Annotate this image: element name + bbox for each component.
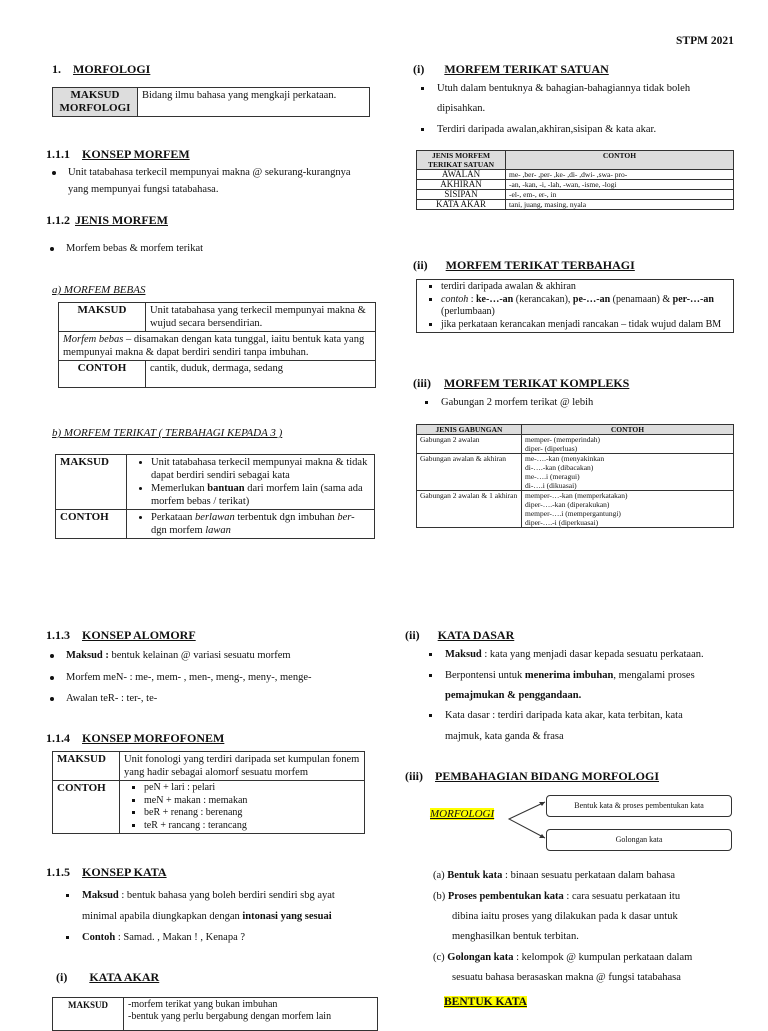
maksud-morfologi-table	[52, 87, 370, 117]
contoh-cell	[120, 781, 365, 834]
morfem-bebas-desc	[59, 332, 376, 361]
kata-dasar-bullet: Kata dasar : terdiri daripada kata akar, kata terbitan, kata	[445, 706, 683, 726]
bold-part: Maksud	[82, 890, 119, 901]
section-number: 1.1.5	[46, 865, 70, 879]
table-cell: Gabungan 2 awalan & 1 akhiran	[417, 491, 522, 528]
kompleks-bullet: Gabungan 2 morfem terikat @ lebih	[441, 393, 593, 413]
contoh-cell	[127, 510, 375, 539]
contoh-item: ▪ peN + lari : pelari	[144, 782, 360, 795]
terbahagi-item	[441, 294, 729, 319]
column-header: JENIS GABUNGAN	[417, 425, 522, 435]
section-terbahagi-heading	[413, 258, 635, 273]
diagram-connector	[505, 796, 550, 846]
bold-part: Golongan kata	[447, 952, 514, 963]
bold-part: Contoh	[82, 932, 116, 943]
section-kata-akar-heading	[56, 970, 159, 985]
maksud-label: MAKSUD	[53, 752, 120, 781]
table-cell: Gabungan 2 awalan	[417, 435, 522, 454]
satuan-bullet-line2: dipisahkan.	[437, 103, 486, 114]
satuan-table	[416, 150, 734, 210]
maksud-item	[151, 482, 370, 508]
column-header: JENIS MORFEM TERIKAT SATUAN	[417, 151, 506, 170]
table-cell	[522, 491, 734, 528]
section-satuan-heading	[413, 62, 609, 77]
table-cell	[522, 454, 734, 491]
bold-part: Bentuk kata	[447, 870, 503, 881]
maksud-label: MAKSUD	[53, 998, 124, 1031]
jenis-morfem-bullet: Morfem bebas & morfem terikat	[66, 239, 203, 259]
table-cell: AWALAN	[417, 170, 506, 180]
maksud-item: • Unit tatabahasa terkecil mempunyai makna & tidak dapat berdiri sendiri sebagai kata	[151, 456, 370, 482]
maksud-label: MAKSUD	[59, 303, 146, 332]
contoh-item	[151, 511, 370, 537]
contoh-text: cantik, duduk, dermaga, sedang	[146, 361, 376, 388]
column-header: CONTOH	[506, 151, 734, 170]
bold-part: Maksud	[445, 649, 482, 660]
maksud-label: MAKSUD MORFOLOGI	[53, 88, 138, 117]
section-kompleks-heading	[413, 376, 629, 391]
section-pembahagian-heading	[405, 769, 659, 784]
text-part: : bentuk bahasa yang boleh berdiri sendiri sbg ayat	[118, 890, 335, 901]
bold-part: Proses pembentukan kata	[447, 891, 564, 902]
text-part: dari morfem lain (sama ada morfem bebas / terikat)	[151, 483, 363, 507]
section-number: (ii)	[405, 628, 420, 642]
text-part: : binaan sesuatu perkataan dalam bahasa	[502, 870, 676, 881]
section-morfologi-heading	[52, 62, 150, 77]
section-title: MORFEM TERIKAT KOMPLEKS	[444, 376, 630, 390]
maksud-line: -morfem terikat yang bukan imbuhan	[128, 999, 278, 1010]
section-number: 1.1.3	[46, 628, 70, 642]
konsep-morfem-line2: yang mempunyai fungsi tatabahasa.	[68, 184, 219, 195]
bold-part: ke-…-an	[476, 293, 514, 305]
text-part: : cara sesuatu perkataan itu	[563, 891, 681, 902]
kata-dasar-line2: pemajmukan & penggandaan.	[445, 690, 582, 701]
text-part: dgn morfem	[151, 525, 206, 536]
text-part: (kerancakan),	[513, 293, 573, 305]
terbahagi-cell	[417, 280, 734, 333]
table-cell	[522, 435, 734, 454]
table-cell: AKHIRAN	[417, 180, 506, 190]
terbahagi-item: ▪ jika perkataan kerancakan menjadi rancakan – tidak wujud dalam BM	[441, 319, 729, 332]
table-cell: -el-, em-, er-, in	[506, 190, 734, 200]
desc-italic: Morfem bebas	[63, 334, 124, 345]
bold-part: pe-…-an	[572, 293, 611, 305]
contoh-line: diper-….-i (diperkuasai)	[525, 518, 599, 527]
contoh-label: CONTOH	[56, 510, 127, 539]
connector-lines	[509, 802, 545, 838]
text-part: Berpontensi untuk	[445, 670, 525, 681]
alomorf-bullet	[66, 646, 291, 666]
maksud-label: MAKSUD	[56, 455, 127, 510]
italic-part: ber-	[337, 512, 355, 523]
section-number: 1.	[52, 62, 61, 76]
section-kata-heading	[46, 865, 167, 880]
contoh-line: di-….-kan (dibacakan)	[525, 463, 594, 472]
maksud-text: Bidang ilmu bahasa yang mengkaji perkataan.	[138, 88, 370, 117]
section-morfofonem-heading	[46, 731, 224, 746]
text-part: : Samad. , Makan ! , Kenapa ?	[115, 932, 246, 943]
kata-bullet-line2	[82, 907, 332, 927]
terbahagi-table	[416, 279, 734, 333]
column-header: CONTOH	[522, 425, 734, 435]
point-b-line2: dibina iaitu proses yang dilakukan pada k dasar untuk	[452, 911, 678, 922]
section-number: (i)	[56, 970, 68, 984]
section-title: MORFEM TERIKAT SATUAN	[444, 62, 609, 76]
kata-akar-table	[52, 997, 378, 1031]
point-label: (b)	[433, 891, 446, 902]
point-c	[433, 948, 692, 968]
kompleks-table	[416, 424, 734, 528]
point-c-line2: sesuatu bahasa berasaskan makna @ fungsi tatabahasa	[452, 972, 681, 983]
text-part: (perlumbaan)	[441, 306, 495, 317]
desc-rest: – disamakan dengan kata tunggal, iaitu bentuk kata yang mempunyai makna & dapat berdiri sendiri tanpa imbuhan.	[63, 334, 365, 358]
satuan-bullet: Terdiri daripada awalan,akhiran,sisipan & kata akar.	[437, 120, 656, 140]
contoh-label: CONTOH	[59, 361, 146, 388]
section-number: 1.1.2	[46, 213, 70, 227]
table-cell: -an, -kan, -i, -lah, -wan, -isme, -logi	[506, 180, 734, 190]
section-number: 1.1.1	[46, 147, 70, 161]
maksud-cell	[127, 455, 375, 510]
terbahagi-item: ▪ terdiri daripada awalan & akhiran	[441, 281, 729, 294]
kata-dasar-bullet	[445, 666, 695, 686]
maksud-text: Unit fonologi yang terdiri daripada set kumpulan fonem yang hadir sebagai alomorf sesuatu morfem	[120, 752, 365, 781]
section-number: 1.1.4	[46, 731, 70, 745]
section-title: KATA AKAR	[89, 970, 160, 984]
kata-bullet	[82, 886, 335, 906]
contoh-line: memper-….i (mempergantungi)	[525, 509, 621, 518]
section-title: MORFEM TERIKAT TERBAHAGI	[445, 258, 635, 272]
table-cell: SISIPAN	[417, 190, 506, 200]
alomorf-bullet: Awalan teR- : ter-, te-	[66, 689, 157, 709]
text-part: terbentuk dgn imbuhan	[234, 512, 338, 523]
table-cell: me- ,ber- ,per- ,ke- ,di- ,dwi- ,swa- pro-	[506, 170, 734, 180]
table-cell: KATA AKAR	[417, 200, 506, 210]
bold-part: per-…-an	[672, 293, 714, 305]
italic-part: contoh	[441, 293, 469, 305]
contoh-line: memper-…-kan (memperkatakan)	[525, 491, 628, 500]
italic-part: berlawan	[195, 512, 235, 523]
contoh-line: diper- (diperluas)	[525, 444, 578, 453]
section-konsep-morfem-heading	[46, 147, 190, 162]
diagram-box-bentuk: Bentuk kata & proses pembentukan kata	[546, 795, 732, 817]
point-label: (c)	[433, 952, 445, 963]
text-part: : kata yang menjadi dasar kepada sesuatu perkataan.	[481, 649, 704, 660]
section-title: KONSEP MORFOFONEM	[82, 731, 225, 745]
table-cell: Gabungan awalan & akhiran	[417, 454, 522, 491]
text-part: (penamaan) &	[610, 293, 673, 305]
contoh-line: memper- (memperindah)	[525, 435, 601, 444]
stpm-label: STPM 2021	[676, 35, 734, 47]
bold-part: Maksud :	[66, 650, 109, 661]
text-part: : kelompok @ kumpulan perkataan dalam	[513, 952, 693, 963]
morfem-bebas-heading: a) MORFEM BEBAS	[52, 284, 146, 296]
bold-part: menerima imbuhan	[524, 670, 614, 681]
maksud-line: -bentuk yang perlu bergabung dengan morfem lain	[128, 1011, 332, 1022]
morfem-terikat-table	[55, 454, 375, 539]
arrow-head-bottom	[539, 834, 545, 838]
text-part: , mengalami proses	[613, 670, 695, 681]
text-part: Perkataan	[151, 512, 196, 523]
bentuk-kata-heading: BENTUK KATA	[444, 996, 527, 1008]
contoh-item: ▪ beR + renang : berenang	[144, 807, 360, 820]
section-title: KONSEP KATA	[82, 865, 167, 879]
contoh-label: CONTOH	[53, 781, 120, 834]
morfem-terikat-heading: b) MORFEM TERIKAT ( TERBAHAGI KEPADA 3 )	[52, 427, 283, 439]
section-kata-dasar-heading	[405, 628, 514, 643]
text-part: bentuk kelainan @ variasi sesuatu morfem	[108, 650, 291, 661]
section-title: PEMBAHAGIAN BIDANG MORFOLOGI	[435, 769, 660, 783]
section-title: KATA DASAR	[437, 628, 515, 642]
point-a	[433, 866, 675, 886]
section-title: JENIS MORFEM	[75, 213, 168, 227]
kata-dasar-line3: majmuk, kata ganda & frasa	[445, 731, 564, 742]
section-number: (iii)	[413, 376, 431, 390]
section-title: KONSEP MORFEM	[82, 147, 190, 161]
text-part: minimal apabila diungkapkan dengan	[82, 911, 243, 922]
morfem-bebas-table	[58, 302, 376, 388]
contoh-item: ▪ meN + makan : memakan	[144, 795, 360, 808]
contoh-line: di-….i (dikuasai)	[525, 481, 577, 490]
italic-part: lawan	[205, 525, 231, 536]
bold-part: intonasi yang sesuai	[242, 911, 332, 922]
alomorf-bullet: Morfem meN- : me-, mem- , men-, meng-, meny-, menge-	[66, 668, 312, 688]
contoh-line: me-….i (meragui)	[525, 472, 580, 481]
table-cell: tani, juang, masing, nyala	[506, 200, 734, 210]
section-jenis-morfem-heading	[46, 213, 168, 228]
bold-part: bantuan	[207, 483, 245, 494]
kata-bullet	[82, 928, 245, 948]
satuan-bullet: Utuh dalam bentuknya & bahagian-bahagiannya tidak boleh	[437, 79, 737, 99]
point-label: (a)	[433, 870, 445, 881]
contoh-line: diper-….-kan (diperakukan)	[525, 500, 610, 509]
point-b-line3: menghasilkan bentuk terbitan.	[452, 931, 579, 942]
text-part: :	[468, 293, 476, 305]
section-alomorf-heading	[46, 628, 196, 643]
morfofonem-table	[52, 751, 365, 834]
section-title: KONSEP ALOMORF	[82, 628, 196, 642]
section-number: (iii)	[405, 769, 423, 783]
contoh-item: ▪ teR + rancang : terancang	[144, 820, 360, 833]
diagram-box-golongan: Golongan kata	[546, 829, 732, 851]
section-number: (ii)	[413, 258, 428, 272]
kata-dasar-bullet	[445, 645, 745, 665]
text-part: Memerlukan	[151, 483, 208, 494]
maksud-text: Unit tatabahasa yang terkecil mempunyai makna & wujud secara bersendirian.	[146, 303, 376, 332]
konsep-morfem-bullet: Unit tatabahasa terkecil mempunyai makna @ sekurang-kurangnya	[68, 163, 388, 183]
point-b	[433, 887, 680, 907]
section-number: (i)	[413, 62, 425, 76]
section-title: MORFOLOGI	[73, 62, 151, 76]
morfologi-root-label: MORFOLOGI	[430, 808, 495, 820]
contoh-line: me-….-kan (menyakinkan	[525, 454, 605, 463]
maksud-cell	[124, 998, 378, 1031]
